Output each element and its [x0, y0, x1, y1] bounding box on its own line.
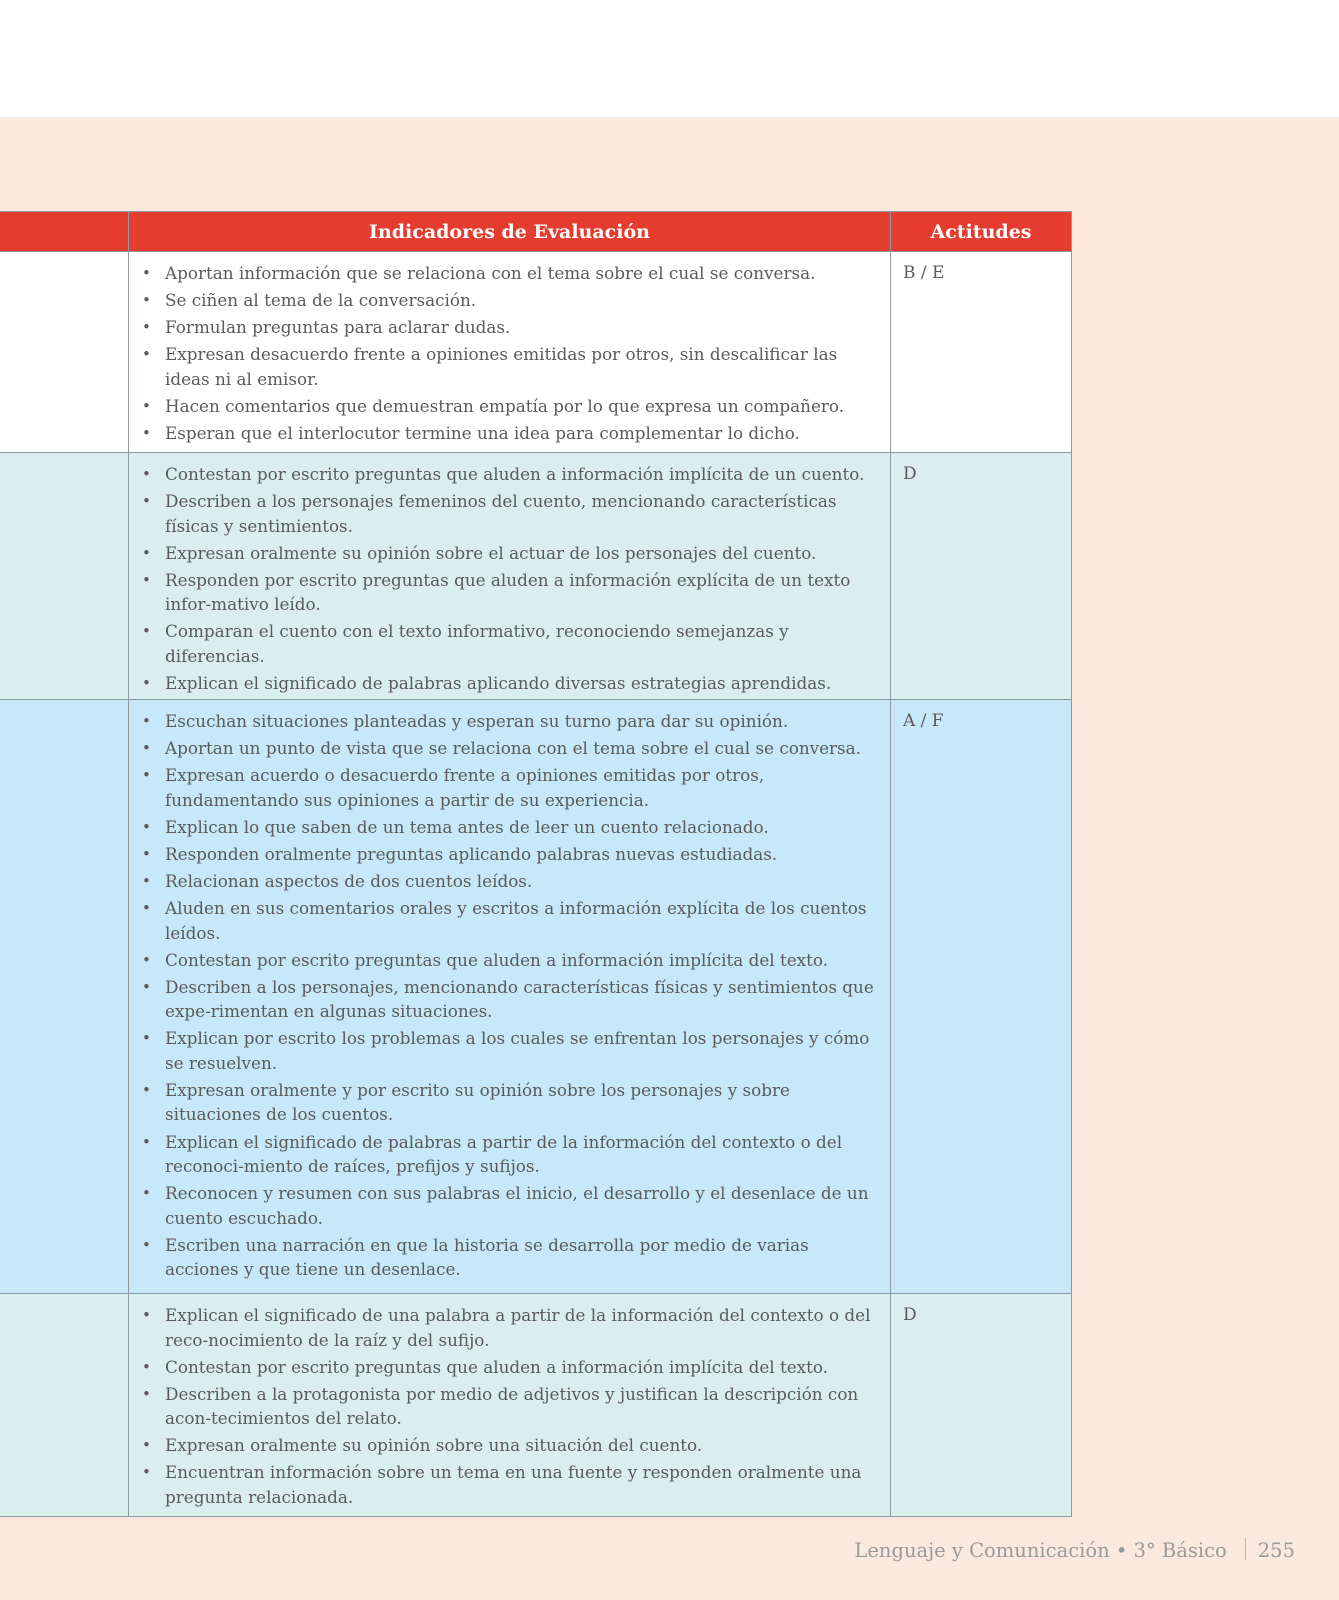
indicator-list — [129, 1294, 890, 1509]
indicator-item: • Explican lo que saben de un tema antes de leer un cuento relacionado. — [141, 815, 880, 840]
indicator-item: • Explican por escrito los problemas a los cuales se enfrentan los personajes y cómo se resuelven. — [141, 1026, 880, 1075]
indicator-item: • Se ciñen al tema de la conversación. — [141, 288, 880, 313]
indicator-item: • Contestan por escrito preguntas que aluden a información implícita de un cuento. — [141, 462, 880, 487]
row-left-cell — [0, 453, 129, 700]
evaluation-table — [0, 211, 1072, 1517]
indicator-item: • Esperan que el interlocutor termine una idea para complementar lo dicho. — [141, 421, 880, 446]
header-indicators: Indicadores de Evaluación — [129, 212, 891, 252]
footer-divider — [1245, 1538, 1246, 1560]
table-row — [0, 252, 1072, 453]
indicators-cell — [129, 453, 891, 700]
indicator-item: • Responden oralmente preguntas aplicando palabras nuevas estudiadas. — [141, 842, 880, 867]
page-number: 255 — [1257, 1539, 1295, 1562]
row-left-cell — [0, 252, 129, 453]
table-row — [0, 1294, 1072, 1517]
indicator-item: • Aportan información que se relaciona con el tema sobre el cual se conversa. — [141, 261, 880, 286]
row-left-cell — [0, 700, 129, 1294]
indicator-item: • Expresan oralmente su opinión sobre el actuar de los personajes del cuento. — [141, 541, 880, 566]
page-footer — [854, 1538, 1295, 1562]
indicator-item: • Explican el significado de palabras aplicando diversas estrategias aprendidas. — [141, 671, 880, 696]
indicator-item: • Reconocen y resumen con sus palabras el inicio, el desarrollo y el desenlace de un cuento escuchado. — [141, 1181, 880, 1230]
indicators-cell — [129, 1294, 891, 1517]
indicator-item: • Hacen comentarios que demuestran empatía por lo que expresa un compañero. — [141, 394, 880, 419]
indicator-item: • Describen a la protagonista por medio de adjetivos y justifican la descripción con acon-tecimientos del relato. — [141, 1382, 880, 1431]
indicators-cell — [129, 252, 891, 453]
indicator-item: • Responden por escrito preguntas que aluden a información explícita de un texto infor-mativo leído. — [141, 568, 880, 617]
indicator-item: • Describen a los personajes femeninos del cuento, mencionando características físicas y sentimientos. — [141, 489, 880, 538]
indicators-cell — [129, 700, 891, 1294]
attitudes-cell: A / F — [891, 700, 1072, 1294]
indicator-item: • Explican el significado de palabras a partir de la información del contexto o del reconoci-miento de raíces, prefijos y sufijos. — [141, 1130, 880, 1179]
attitudes-cell: B / E — [891, 252, 1072, 453]
indicator-item: • Comparan el cuento con el texto informativo, reconociendo semejanzas y diferencias. — [141, 619, 880, 668]
attitudes-cell: D — [891, 1294, 1072, 1517]
indicator-item: • Contestan por escrito preguntas que aluden a información implícita del texto. — [141, 948, 880, 973]
indicator-item: • Expresan desacuerdo frente a opiniones emitidas por otros, sin descalificar las ideas ni al emisor. — [141, 342, 880, 391]
indicator-item: • Relacionan aspectos de dos cuentos leídos. — [141, 869, 880, 894]
footer-subject: Lenguaje y Comunicación • 3° Básico — [854, 1539, 1227, 1562]
indicator-item: • Encuentran información sobre un tema en una fuente y responden oralmente una pregunta relacionada. — [141, 1460, 880, 1509]
row-left-cell — [0, 1294, 129, 1517]
indicator-item: • Aluden en sus comentarios orales y escritos a información explícita de los cuentos leídos. — [141, 896, 880, 945]
indicator-item: • Explican el significado de una palabra a partir de la información del contexto o del reco-nocimiento de la raíz y del sufijo. — [141, 1303, 880, 1352]
indicator-list — [129, 700, 890, 1282]
indicator-item: • Expresan oralmente su opinión sobre una situación del cuento. — [141, 1433, 880, 1458]
indicator-item: • Contestan por escrito preguntas que aluden a información implícita del texto. — [141, 1355, 880, 1380]
indicator-item: • Describen a los personajes, mencionando características físicas y sentimientos que expe-rimentan en algunas situaciones. — [141, 975, 880, 1024]
indicator-item: • Formulan preguntas para aclarar dudas. — [141, 315, 880, 340]
indicator-item: • Aportan un punto de vista que se relaciona con el tema sobre el cual se conversa. — [141, 736, 880, 761]
header-cell-left — [0, 212, 129, 252]
header-attitudes: Actitudes — [891, 212, 1072, 252]
table-row — [0, 700, 1072, 1294]
attitudes-cell: D — [891, 453, 1072, 700]
indicator-item: • Escuchan situaciones planteadas y esperan su turno para dar su opinión. — [141, 709, 880, 734]
indicator-item: • Expresan acuerdo o desacuerdo frente a opiniones emitidas por otros, fundamentando sus opiniones a partir de su experiencia. — [141, 763, 880, 812]
indicator-list — [129, 453, 890, 695]
indicator-list — [129, 252, 890, 445]
table-row — [0, 453, 1072, 700]
indicator-item: • Expresan oralmente y por escrito su opinión sobre los personajes y sobre situaciones de los cuentos. — [141, 1078, 880, 1127]
indicator-item: • Escriben una narración en que la historia se desarrolla por medio de varias acciones y que tiene un desenlace. — [141, 1233, 880, 1282]
table-header-row — [0, 212, 1072, 252]
